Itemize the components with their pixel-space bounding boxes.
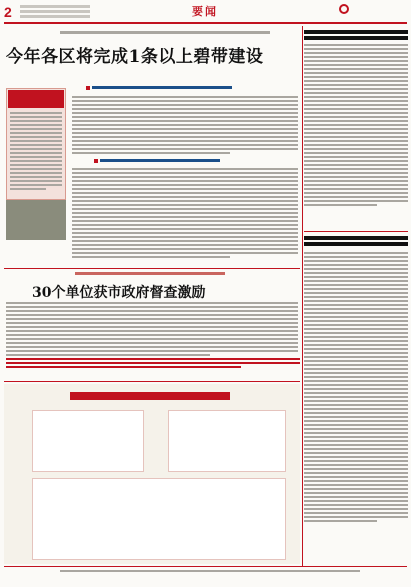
highlight-band <box>6 358 300 378</box>
right-story-divider <box>304 231 408 232</box>
right-body-1 <box>304 44 408 208</box>
lead-body-2 <box>72 168 298 260</box>
column-rule <box>302 26 303 566</box>
newspaper-logo-icon <box>339 4 349 14</box>
lead-subhead-1 <box>92 86 232 91</box>
second-headline: 30个单位获市政府督查激励 <box>32 285 206 301</box>
issue-meta <box>20 5 90 20</box>
subhead-marker <box>86 86 90 90</box>
sidebar-box-title <box>8 90 64 108</box>
infographic-flow <box>32 478 286 560</box>
right-headline-2 <box>304 236 408 248</box>
infographic-panel-right <box>168 410 286 472</box>
second-kicker <box>75 272 225 277</box>
infographic-panel-left <box>32 410 144 472</box>
subhead-marker <box>94 159 98 163</box>
lead-kicker <box>40 31 290 36</box>
footer-rule <box>4 566 407 567</box>
header-rule <box>4 22 407 24</box>
lead-body-1 <box>72 96 298 156</box>
lead-subhead-2 <box>100 159 220 164</box>
right-headline-1 <box>304 30 408 42</box>
story-divider <box>4 268 300 269</box>
photo <box>6 200 66 240</box>
band-rule <box>4 381 300 382</box>
footer <box>60 570 360 574</box>
second-body <box>6 302 298 358</box>
infographic-title <box>70 392 230 400</box>
section-title: 要闻 <box>192 5 218 18</box>
page-number: 2 <box>4 4 12 20</box>
sidebar-box-text <box>10 112 62 192</box>
lead-headline: 今年各区将完成1条以上碧带建设 <box>6 47 264 67</box>
right-body-2 <box>304 252 408 524</box>
